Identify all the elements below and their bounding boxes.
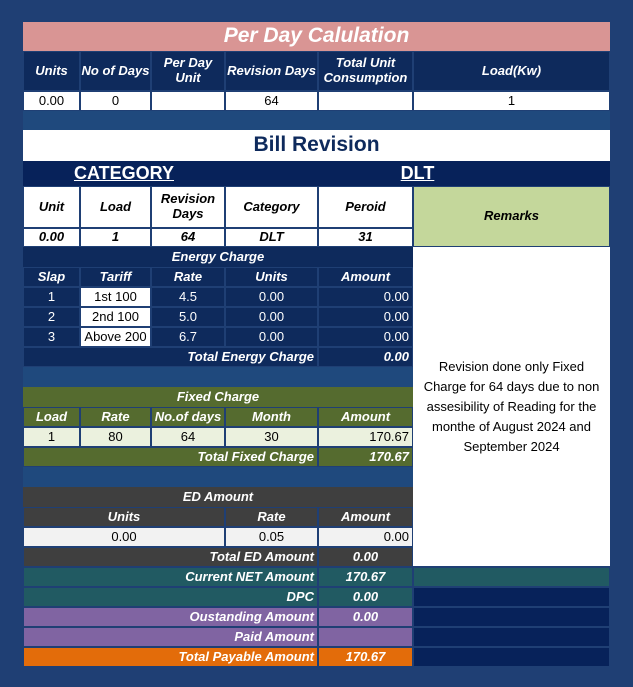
total-payable-amount-extra [413, 647, 610, 667]
outstanding-amount-extra [413, 607, 610, 627]
remarks-text[interactable]: Revision done only Fixed Charge for 64 days due to non assesibility of Reading for the monthe of August 2024 and September 2024 [413, 247, 610, 566]
cell-no-of-days[interactable]: 0 [80, 91, 151, 111]
ed-amount-title: ED Amount [23, 487, 413, 507]
energy-row-3-amount: 0.00 [318, 327, 413, 347]
header-peroid: Peroid [318, 186, 413, 228]
header-rev-days: Revision Days [151, 186, 225, 228]
paid-amount-value[interactable] [318, 627, 413, 647]
ed-value-amount: 0.00 [318, 527, 413, 547]
spacer-band [23, 367, 413, 387]
header-units: Units [23, 51, 80, 91]
fixed-value-rate: 80 [80, 427, 151, 447]
ed-header-rate: Rate [225, 507, 318, 527]
total-ed-amount-label: Total ED Amount [23, 547, 318, 567]
header-load-kw: Load(Kw) [413, 51, 610, 91]
header-per-day-unit: Per Day Unit [151, 51, 225, 91]
energy-row-2-tariff: 2nd 100 [80, 307, 151, 327]
fixed-charge-title: Fixed Charge [23, 387, 413, 407]
energy-row-1-slap: 1 [23, 287, 80, 307]
paid-amount-label: Paid Amount [23, 627, 318, 647]
value-load[interactable]: 1 [80, 228, 151, 247]
fixed-header-no-of-days: No.of days [151, 407, 225, 427]
energy-header-units: Units [225, 267, 318, 287]
fixed-value-no-of-days: 64 [151, 427, 225, 447]
energy-row-3-rate: 6.7 [151, 327, 225, 347]
energy-row-3-units: 0.00 [225, 327, 318, 347]
cell-total-unit-consumption[interactable] [318, 91, 413, 111]
fixed-header-rate: Rate [80, 407, 151, 427]
total-fixed-charge-label: Total Fixed Charge [23, 447, 318, 467]
outstanding-amount-value: 0.00 [318, 607, 413, 627]
cell-revision-days[interactable]: 64 [225, 91, 318, 111]
fixed-header-month: Month [225, 407, 318, 427]
value-unit[interactable]: 0.00 [23, 228, 80, 247]
energy-row-2-units: 0.00 [225, 307, 318, 327]
ed-value-units: 0.00 [23, 527, 225, 547]
header-unit: Unit [23, 186, 80, 228]
energy-row-2-slap: 2 [23, 307, 80, 327]
remarks-header: Remarks [413, 186, 610, 247]
energy-row-3-tariff: Above 200 [80, 327, 151, 347]
header-revision-days: Revision Days [225, 51, 318, 91]
energy-header-rate: Rate [151, 267, 225, 287]
header-category: Category [225, 186, 318, 228]
total-energy-charge-label: Total Energy Charge [23, 347, 318, 367]
energy-row-1-rate: 4.5 [151, 287, 225, 307]
spacer-band [23, 467, 413, 487]
energy-row-1-tariff: 1st 100 [80, 287, 151, 307]
fixed-value-amount: 170.67 [318, 427, 413, 447]
ed-value-rate: 0.05 [225, 527, 318, 547]
ed-header-amount: Amount [318, 507, 413, 527]
energy-row-2-rate: 5.0 [151, 307, 225, 327]
energy-header-tariff: Tariff [80, 267, 151, 287]
spacer-band [23, 111, 610, 130]
category-value: DLT [225, 161, 610, 186]
total-ed-amount-value: 0.00 [318, 547, 413, 567]
dpc-value: 0.00 [318, 587, 413, 607]
energy-row-1-units: 0.00 [225, 287, 318, 307]
value-rev-days[interactable]: 64 [151, 228, 225, 247]
header-total-unit-consumption: Total Unit Consumption [318, 51, 413, 91]
value-peroid[interactable]: 31 [318, 228, 413, 247]
header-load: Load [80, 186, 151, 228]
dpc-label: DPC [23, 587, 318, 607]
total-payable-amount-value: 170.67 [318, 647, 413, 667]
energy-row-3-slap: 3 [23, 327, 80, 347]
fixed-header-amount: Amount [318, 407, 413, 427]
energy-header-slap: Slap [23, 267, 80, 287]
current-net-amount-label: Current NET Amount [23, 567, 318, 587]
bill-revision-title: Bill Revision [23, 130, 610, 161]
fixed-value-month: 30 [225, 427, 318, 447]
cell-units[interactable]: 0.00 [23, 91, 80, 111]
energy-header-amount: Amount [318, 267, 413, 287]
dpc-extra [413, 587, 610, 607]
category-label: CATEGORY [23, 161, 225, 186]
energy-charge-title: Energy Charge [23, 247, 413, 267]
ed-header-units: Units [23, 507, 225, 527]
fixed-header-load: Load [23, 407, 80, 427]
value-category[interactable]: DLT [225, 228, 318, 247]
current-net-amount-value: 170.67 [318, 567, 413, 587]
energy-row-2-amount: 0.00 [318, 307, 413, 327]
paid-amount-extra [413, 627, 610, 647]
cell-per-day-unit[interactable] [151, 91, 225, 111]
total-fixed-charge-value: 170.67 [318, 447, 413, 467]
energy-row-1-amount: 0.00 [318, 287, 413, 307]
header-no-of-days: No of Days [80, 51, 151, 91]
per-day-title: Per Day Calulation [23, 22, 610, 51]
fixed-value-load: 1 [23, 427, 80, 447]
total-payable-amount-label: Total Payable Amount [23, 647, 318, 667]
current-net-amount-extra [413, 567, 610, 587]
total-energy-charge-value: 0.00 [318, 347, 413, 367]
cell-load-kw[interactable]: 1 [413, 91, 610, 111]
outstanding-amount-label: Oustanding Amount [23, 607, 318, 627]
